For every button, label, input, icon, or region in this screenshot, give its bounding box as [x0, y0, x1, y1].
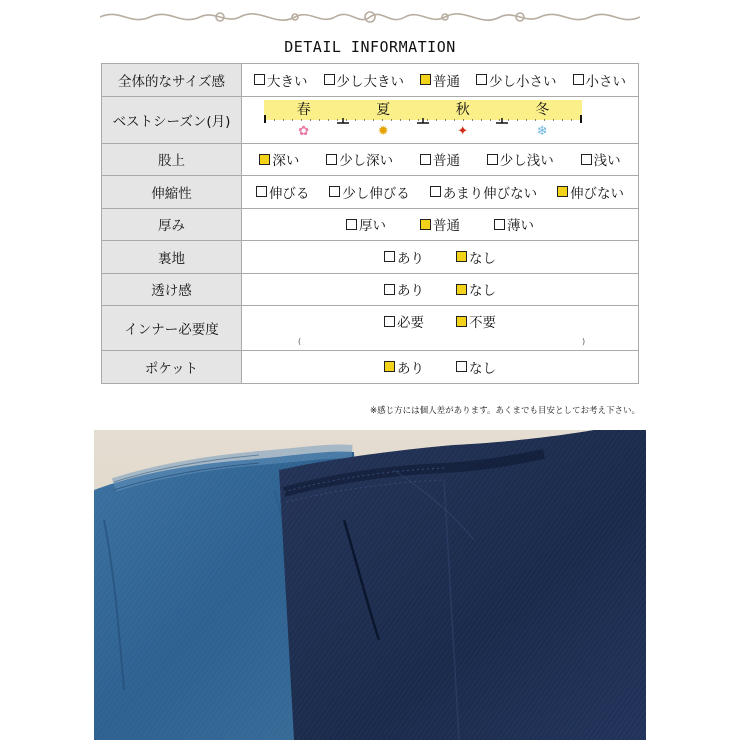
- maple-leaf-icon: ✦: [457, 123, 469, 139]
- option-label: 普通: [432, 153, 460, 170]
- checkbox-icon: [384, 251, 395, 262]
- checkbox-icon: [384, 284, 395, 295]
- spec-label: ベストシーズン(月): [102, 96, 242, 143]
- cherry-blossom-icon: ✿: [298, 123, 310, 139]
- spec-row-best-season: [102, 96, 639, 143]
- option-label: あり: [397, 283, 424, 300]
- option-checked: [557, 182, 624, 202]
- option-label: 小さい: [585, 73, 626, 90]
- option-label: 少し伸びる: [342, 185, 410, 202]
- option-unchecked: [456, 357, 496, 377]
- option-label: 大きい: [267, 73, 308, 90]
- option-unchecked: [430, 182, 538, 202]
- spec-label: ポケット: [102, 351, 242, 384]
- option-checked: [384, 357, 424, 377]
- checked-box-icon: [456, 251, 467, 262]
- checkbox-icon: [581, 154, 592, 165]
- option-label: 少し浅い: [499, 153, 554, 170]
- paren-close: ): [582, 337, 586, 346]
- option-label: 必要: [397, 315, 424, 331]
- spec-row-overall-size: [102, 64, 639, 97]
- spec-label: 透け感: [102, 273, 242, 306]
- option-label: なし: [469, 283, 496, 300]
- spec-label: 伸縮性: [102, 176, 242, 209]
- option-unchecked: [254, 70, 308, 90]
- detail-spec-table: [101, 63, 639, 384]
- spec-label: 全体的なサイズ感: [102, 64, 242, 97]
- option-unchecked: [573, 70, 627, 90]
- spec-options: [242, 64, 639, 97]
- spec-row-sheerness: [102, 273, 639, 306]
- disclaimer-note: ※感じ方には個人差があります。あくまでも目安としてお考え下さい。: [370, 406, 640, 416]
- option-unchecked: [384, 247, 424, 267]
- spec-options: [242, 96, 639, 143]
- option-unchecked: [329, 182, 410, 202]
- checkbox-icon: [487, 154, 498, 165]
- checked-box-icon: [456, 316, 467, 327]
- spec-options: [242, 143, 639, 176]
- option-unchecked: [256, 182, 310, 202]
- option-label: あり: [397, 250, 424, 267]
- spec-options: [242, 273, 639, 306]
- checked-box-icon: [557, 186, 568, 197]
- option-label: 不要: [469, 315, 496, 331]
- option-label: 少し小さい: [489, 73, 557, 90]
- checked-box-icon: [384, 361, 395, 372]
- checkbox-icon: [573, 74, 584, 85]
- option-label: なし: [469, 250, 496, 267]
- spec-label: 裏地: [102, 241, 242, 274]
- option-checked: [259, 149, 299, 169]
- option-label: 深い: [272, 153, 300, 170]
- option-label: 厚い: [359, 218, 386, 235]
- option-label: 伸びる: [268, 185, 310, 202]
- product-photo-denim-pants: [94, 430, 646, 740]
- season-label: 冬: [535, 101, 550, 118]
- spec-label: 厚み: [102, 208, 242, 241]
- spec-options: [242, 351, 639, 384]
- checkbox-icon: [384, 316, 395, 327]
- season-label: 夏: [376, 101, 391, 118]
- option-unchecked: [326, 149, 393, 169]
- option-label: 普通: [433, 73, 460, 90]
- checked-box-icon: [420, 74, 431, 85]
- option-unchecked: [324, 70, 405, 90]
- option-unchecked: [494, 214, 534, 234]
- option-unchecked: [420, 149, 460, 169]
- option-unchecked: [346, 214, 386, 234]
- option-checked: [456, 279, 496, 299]
- checkbox-icon: [324, 74, 335, 85]
- section-title: DETAIL INFORMATION: [284, 38, 456, 56]
- checkbox-icon: [326, 154, 337, 165]
- spec-row-pocket: [102, 351, 639, 384]
- spec-label: インナー必要度: [102, 306, 242, 351]
- option-label: 少し深い: [339, 153, 394, 170]
- season-label: 秋: [455, 101, 470, 118]
- spec-row-lining: [102, 241, 639, 274]
- spec-label: 股上: [102, 143, 242, 176]
- option-label: あまり伸びない: [442, 185, 538, 202]
- spec-row-stretch: [102, 176, 639, 209]
- checkbox-icon: [494, 219, 505, 230]
- option-label: なし: [469, 360, 496, 377]
- option-label: あり: [397, 360, 424, 377]
- checkbox-icon: [420, 154, 431, 165]
- option-checked: [456, 311, 496, 331]
- checked-box-icon: [259, 154, 270, 165]
- spec-options: [242, 306, 639, 351]
- option-unchecked: [384, 311, 424, 331]
- option-unchecked: [487, 149, 554, 169]
- option-label: 普通: [433, 218, 460, 235]
- spec-row-thickness: [102, 208, 639, 241]
- option-unchecked: [476, 70, 557, 90]
- option-label: 伸びない: [570, 185, 625, 202]
- option-checked: [420, 70, 460, 90]
- spec-options: [242, 176, 639, 209]
- checkbox-icon: [254, 74, 265, 85]
- checkbox-icon: [256, 186, 267, 197]
- sunflower-icon: ✹: [377, 123, 389, 139]
- season-month-ticks: [264, 115, 582, 125]
- option-label: 少し大きい: [336, 73, 404, 90]
- checkbox-icon: [476, 74, 487, 85]
- paren-open: (: [298, 337, 302, 346]
- checkbox-icon: [346, 219, 357, 230]
- option-checked: [456, 247, 496, 267]
- season-label: 春: [296, 101, 311, 118]
- option-unchecked: [581, 149, 621, 169]
- checked-box-icon: [420, 219, 431, 230]
- option-label: 浅い: [593, 153, 621, 170]
- spec-options: [242, 241, 639, 274]
- option-checked: [420, 214, 460, 234]
- spec-row-rise: [102, 143, 639, 176]
- snowflake-icon: ❄: [536, 123, 548, 139]
- decorative-flourish-border: [100, 6, 640, 28]
- spec-row-inner-need: [102, 306, 639, 351]
- checkbox-icon: [329, 186, 340, 197]
- checkbox-icon: [456, 361, 467, 372]
- spec-options: [242, 208, 639, 241]
- option-label: 薄い: [507, 218, 534, 235]
- checkbox-icon: [430, 186, 441, 197]
- option-unchecked: [384, 279, 424, 299]
- checked-box-icon: [456, 284, 467, 295]
